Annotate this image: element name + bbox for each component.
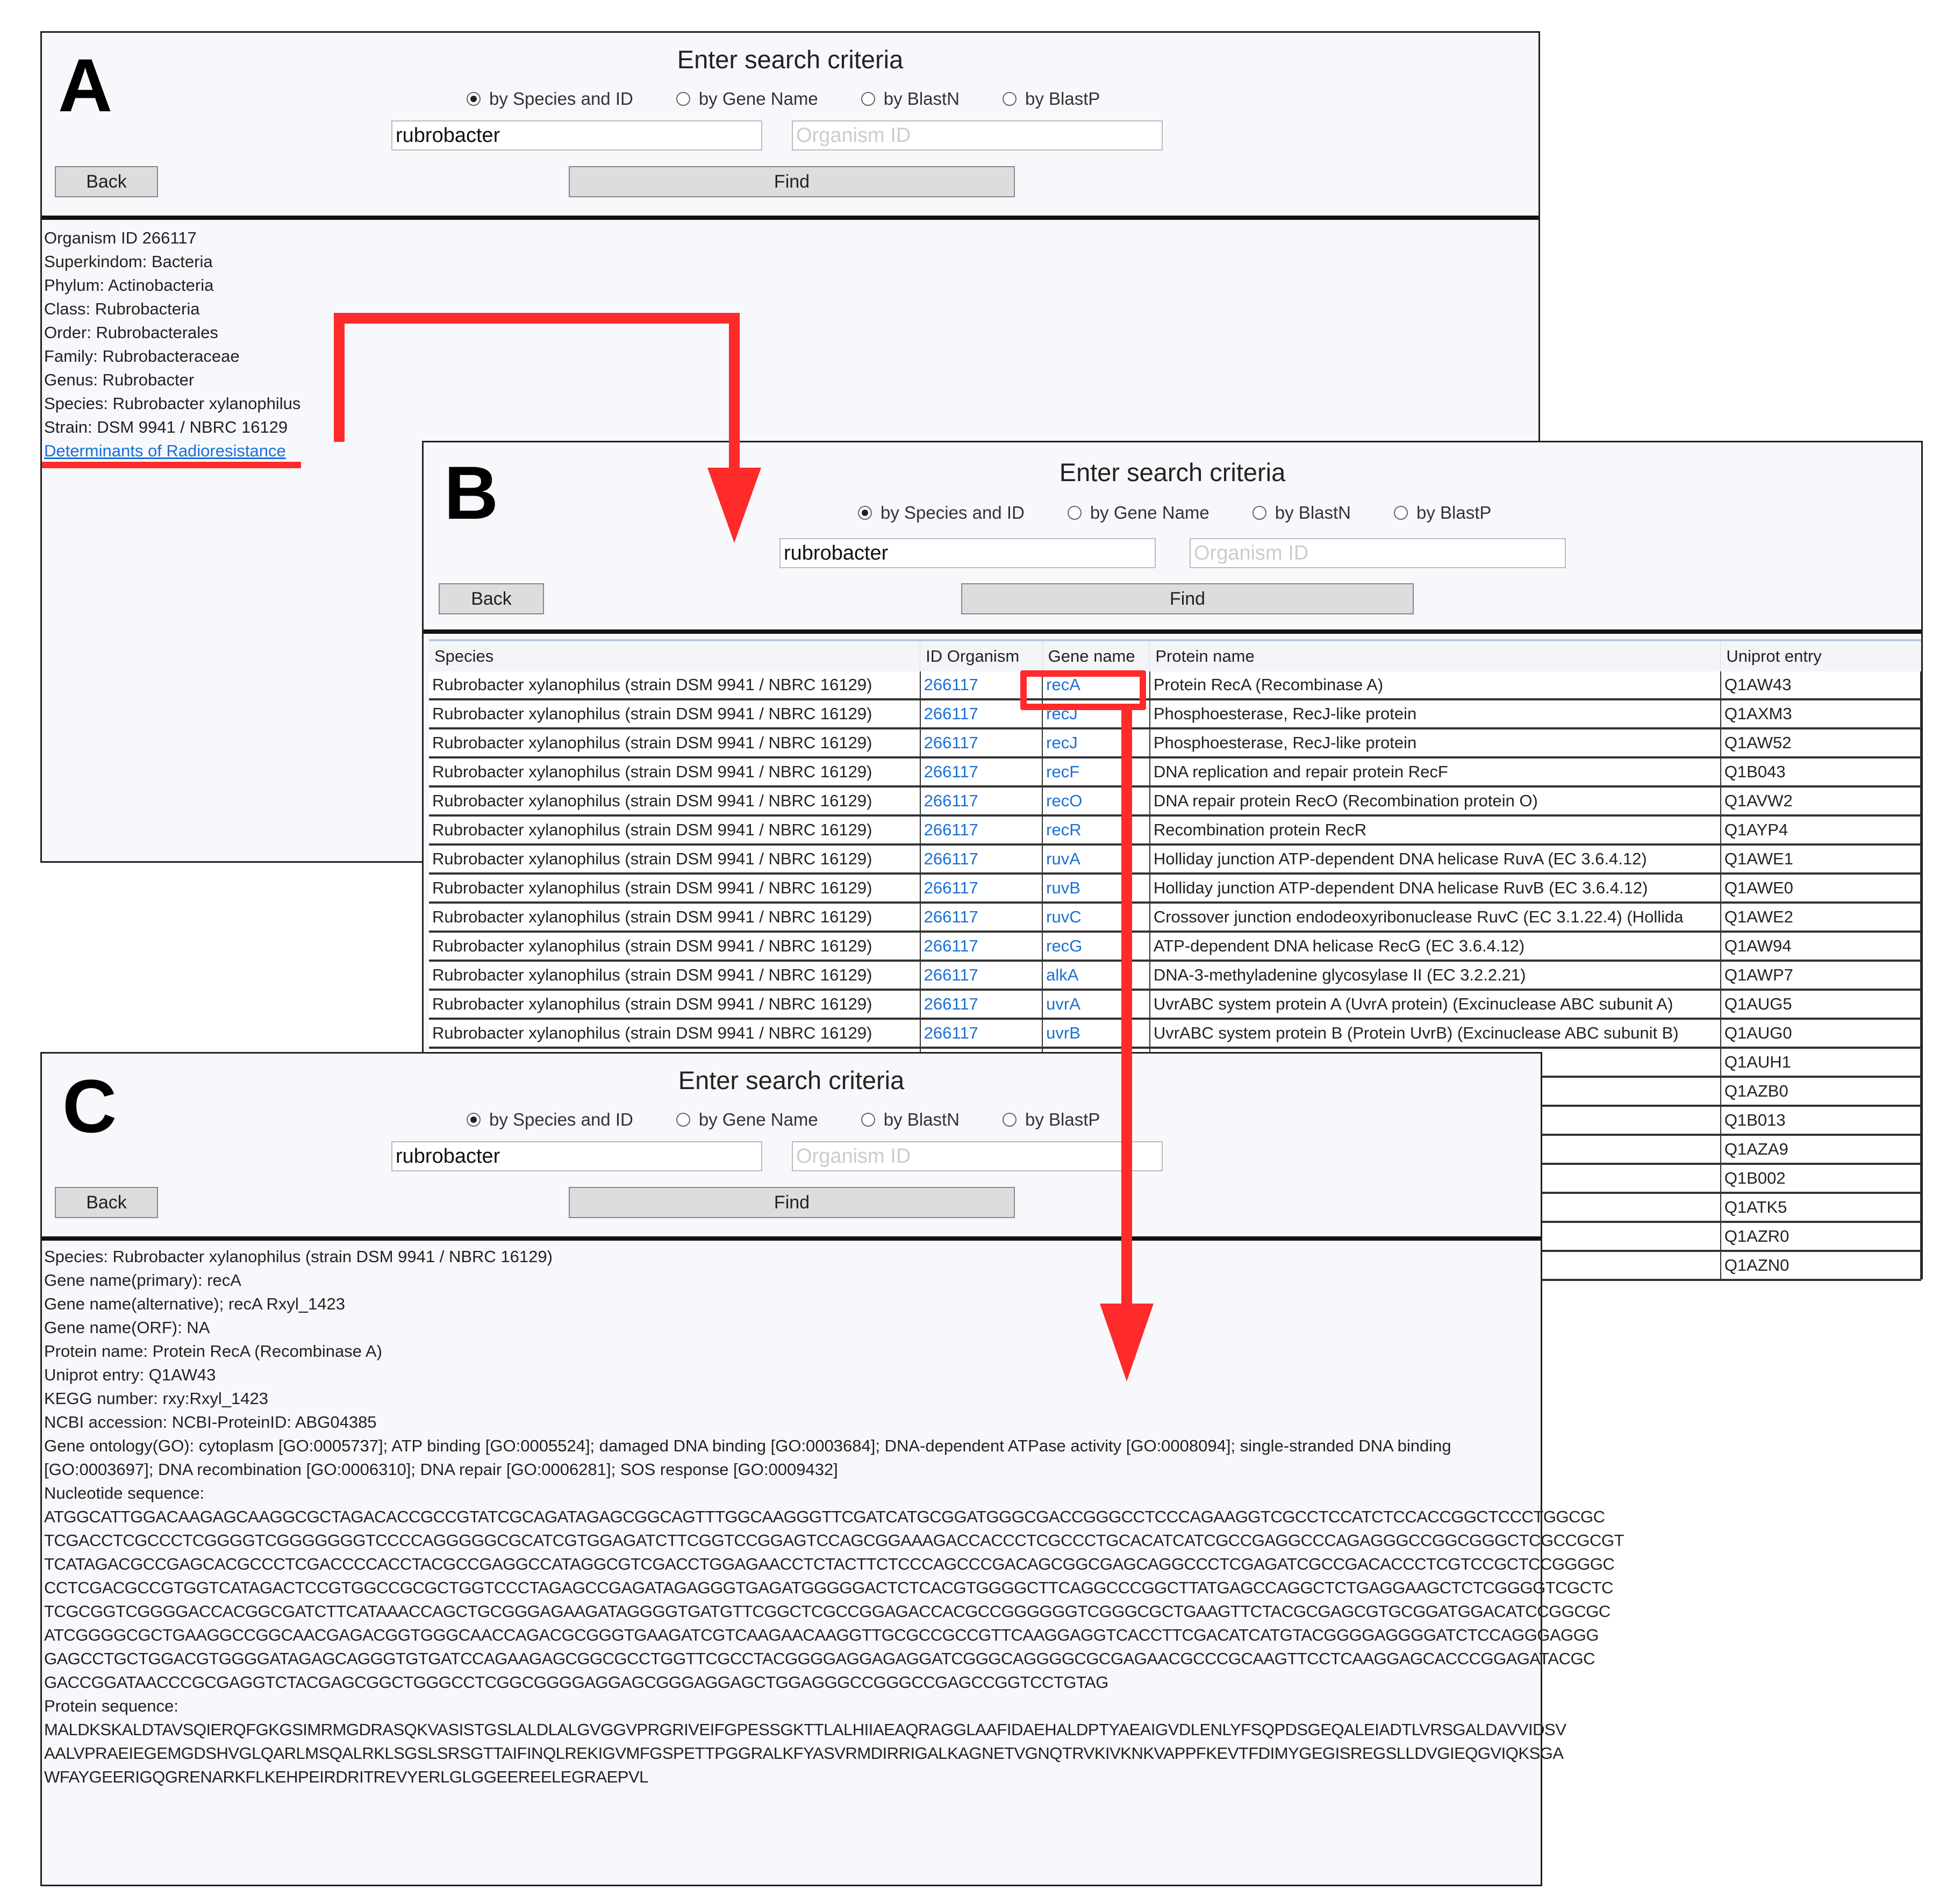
search-mode-radio-group — [467, 1110, 1100, 1130]
radio-by-gene-name[interactable]: by Gene Name — [1068, 503, 1209, 523]
id-organism-cell[interactable]: 266117 — [920, 874, 1042, 903]
species-cell: Rubrobacter xylanophilus (strain DSM 9941 / NBRC 16129) — [429, 671, 920, 699]
radio-by-species-and-id[interactable]: by Species and ID — [858, 503, 1025, 523]
species-search-input[interactable]: rubrobacter — [391, 120, 762, 151]
find-button[interactable]: Find — [569, 166, 1015, 197]
arrow-down-icon — [707, 468, 761, 543]
species-cell: Rubrobacter xylanophilus (strain DSM 9941 / NBRC 16129) — [429, 932, 920, 961]
gene-name-cell[interactable]: ruvC — [1042, 903, 1150, 932]
uniprot-entry-cell: Q1AWP7 — [1721, 961, 1921, 990]
id-organism-cell[interactable]: 266117 — [920, 728, 1042, 757]
gene-name-primary-line: Gene name(primary): recA — [44, 1271, 241, 1290]
superkingdom-line: Superkindom: Bacteria — [44, 252, 213, 271]
radioresistance-link[interactable]: Determinants of Radioresistance — [44, 441, 286, 460]
radio-selected-icon — [858, 506, 872, 520]
radio-empty-icon — [1394, 506, 1408, 520]
uniprot-entry-cell: Q1AWE2 — [1721, 903, 1921, 932]
organism-id-input[interactable]: Organism ID — [792, 120, 1163, 151]
annotation-arrow-b-to-c-vertical — [1121, 708, 1132, 1316]
search-header — [42, 1054, 1541, 1241]
nucleotide-sequence-line: GAGCCTGCTGGACGTGGGGATAGAGCAGGGTGTGATCCAGAAGAGCGGCGCCTGGTTCGCCTACGGGGAGGAGAGGATCGGGCAGGGGCGCGAGAACGCCCGCAAGTTCCTCAAGGAGCACCCGGAGATACGC — [44, 1649, 1595, 1668]
gene-name-cell[interactable]: uvrA — [1042, 990, 1150, 1019]
uniprot-entry-cell: Q1AZA9 — [1721, 1135, 1921, 1164]
panel-c-window — [40, 1052, 1624, 1886]
ncbi-accession-line: NCBI accession: NCBI-ProteinID: ABG04385 — [44, 1413, 377, 1431]
protein-sequence-line: AALVPRAEIEGEMGDSHVGLQARLMSQALRKLSGSLSRSGTTAIFINQLREKIGVMFGSPETTPGGRALKFYASVRMDIRRIGALKAGNETVGNQTRVKIVKNKVAPPFKEVTFDIMYGEGISREGSLLDVGIEQGVIQKSGA — [44, 1744, 1564, 1763]
nucleotide-sequence-line: GACCGGATAACCCGCGAGGTCTACGAGCGGCTGGGCCTCGGCGGGGAGGAGCGGGAGGAGCTGGAGGGCCGGGCCGAGCCGGTCCTGTAG — [44, 1673, 1108, 1692]
protein-sequence-label: Protein sequence: — [44, 1697, 178, 1715]
protein-name-cell: Protein RecA (Recombinase A) — [1150, 671, 1721, 699]
strain-line: Strain: DSM 9941 / NBRC 16129 — [44, 418, 288, 436]
search-title: Enter search criteria — [677, 45, 904, 74]
order-line: Order: Rubrobacterales — [44, 323, 218, 342]
column-header-uniprot-entry[interactable]: Uniprot entry — [1721, 641, 1921, 671]
id-organism-cell[interactable]: 266117 — [920, 671, 1042, 699]
species-line: Species: Rubrobacter xylanophilus — [44, 394, 301, 413]
uniprot-entry-cell: Q1AUG0 — [1721, 1019, 1921, 1048]
protein-name-cell: DNA-3-methyladenine glycosylase II (EC 3.2.2.21) — [1150, 961, 1721, 990]
species-cell: Rubrobacter xylanophilus (strain DSM 9941 / NBRC 16129) — [429, 990, 920, 1019]
protein-name-line: Protein name: Protein RecA (Recombinase A) — [44, 1342, 382, 1361]
id-organism-cell[interactable]: 266117 — [920, 990, 1042, 1019]
table-row[interactable] — [429, 932, 1921, 961]
gene-ontology-line: Gene ontology(GO): cytoplasm [GO:0005737]; ATP binding [GO:0005524]; damaged DNA binding [GO:0003684]; DNA-dependent ATPase activity [GO:0008094]; single-stranded DNA binding — [44, 1436, 1451, 1455]
gene-name-cell[interactable]: recF — [1042, 757, 1150, 786]
table-row[interactable] — [429, 786, 1921, 815]
protein-name-cell: Holliday junction ATP-dependent DNA helicase RuvA (EC 3.6.4.12) — [1150, 844, 1721, 874]
search-mode-radio-group — [467, 89, 1100, 109]
table-header-row — [429, 641, 1921, 671]
search-title: Enter search criteria — [1059, 458, 1286, 486]
id-organism-cell[interactable]: 266117 — [920, 932, 1042, 961]
id-organism-cell[interactable]: 266117 — [920, 844, 1042, 874]
back-button[interactable]: Back — [55, 1187, 158, 1218]
search-title: Enter search criteria — [678, 1066, 905, 1094]
gene-details — [44, 1245, 1624, 1789]
uniprot-entry-cell: Q1B013 — [1721, 1106, 1921, 1135]
gene-name-cell[interactable]: recA — [1042, 671, 1150, 699]
gene-name-cell[interactable]: recJ — [1042, 699, 1150, 728]
radio-empty-icon — [1068, 506, 1082, 520]
column-header-gene-name[interactable]: Gene name — [1042, 641, 1150, 671]
phylum-line: Phylum: Actinobacteria — [44, 276, 214, 295]
species-cell: Rubrobacter xylanophilus (strain DSM 9941 / NBRC 16129) — [429, 903, 920, 932]
nucleotide-sequence-label: Nucleotide sequence: — [44, 1484, 205, 1502]
radio-empty-icon — [676, 92, 690, 106]
organism-id-input[interactable]: Organism ID — [1190, 538, 1566, 568]
class-line: Class: Rubrobacteria — [44, 299, 200, 318]
protein-sequence-line: WFAYGEERIGQGRENARKFLKEHPEIRDRITREVYERLGLGGEEREELEGRAEPVL — [44, 1767, 648, 1786]
id-organism-cell[interactable]: 266117 — [920, 961, 1042, 990]
table-row[interactable] — [429, 757, 1921, 786]
organism-id-line: Organism ID 266117 — [44, 228, 197, 247]
protein-name-cell: Holliday junction ATP-dependent DNA helicase RuvB (EC 3.6.4.12) — [1150, 874, 1721, 903]
radio-by-blastn[interactable]: by BlastN — [861, 1110, 960, 1130]
species-cell: Rubrobacter xylanophilus (strain DSM 9941 / NBRC 16129) — [429, 757, 920, 786]
id-organism-cell[interactable]: 266117 — [920, 786, 1042, 815]
column-header-species[interactable]: Species — [429, 641, 920, 671]
table-row[interactable] — [429, 874, 1921, 903]
radio-selected-icon — [467, 1113, 481, 1127]
id-organism-cell[interactable]: 266117 — [920, 699, 1042, 728]
uniprot-entry-cell: Q1B002 — [1721, 1164, 1921, 1193]
uniprot-entry-cell: Q1AXM3 — [1721, 699, 1921, 728]
arrow-down-icon — [1100, 1304, 1154, 1382]
id-organism-cell[interactable]: 266117 — [920, 815, 1042, 844]
uniprot-entry-cell: Q1AW94 — [1721, 932, 1921, 961]
species-cell: Rubrobacter xylanophilus (strain DSM 9941 / NBRC 16129) — [429, 961, 920, 990]
table-row[interactable] — [429, 671, 1921, 699]
search-header — [424, 442, 1921, 634]
radio-empty-icon — [861, 1113, 875, 1127]
radio-empty-icon — [861, 92, 875, 106]
protein-name-cell: DNA replication and repair protein RecF — [1150, 757, 1721, 786]
back-button[interactable]: Back — [439, 583, 544, 614]
radio-empty-icon — [1252, 506, 1266, 520]
species-line: Species: Rubrobacter xylanophilus (strain DSM 9941 / NBRC 16129) — [44, 1247, 553, 1266]
organism-id-input[interactable]: Organism ID — [792, 1141, 1163, 1171]
nucleotide-sequence-line: ATGGCATTGGACAAGAGCAAGGCGCTAGACACCGCCGTATCGCAGATAGAGCGGCAGTTTGGCAAGGGTTCGATCATGCGGATGGGCGACCGGGCCTCCCAGAAGGTCGCCTCCATCTCCACCGGCTCCCTGGCGC — [44, 1507, 1605, 1526]
gene-name-cell[interactable]: ruvB — [1042, 874, 1150, 903]
panel-label: C — [62, 1064, 117, 1148]
column-header-protein-name[interactable]: Protein name — [1150, 641, 1721, 671]
kegg-number-line: KEGG number: rxy:Rxyl_1423 — [44, 1389, 268, 1408]
annotation-arrow-a-to-b-vertical-right — [729, 313, 740, 474]
table-row[interactable] — [429, 990, 1921, 1019]
radio-by-species-and-id[interactable]: by Species and ID — [467, 89, 633, 109]
species-search-input[interactable]: rubrobacter — [391, 1141, 762, 1171]
organism-details — [44, 226, 300, 463]
annotation-arrow-a-to-b-horizontal — [334, 313, 740, 324]
table-row[interactable] — [429, 1019, 1921, 1048]
protein-name-cell: ATP-dependent DNA helicase RecG (EC 3.6.4.12) — [1150, 932, 1721, 961]
protein-name-cell: Phosphoesterase, RecJ-like protein — [1150, 699, 1721, 728]
species-cell: Rubrobacter xylanophilus (strain DSM 9941 / NBRC 16129) — [429, 844, 920, 874]
gene-name-orf-line: Gene name(ORF): NA — [44, 1318, 210, 1337]
table-row[interactable] — [429, 728, 1921, 757]
table-row[interactable] — [429, 815, 1921, 844]
gene-name-cell[interactable]: uvrB — [1042, 1019, 1150, 1048]
nucleotide-sequence-line: TCGCGGTCGGGGACCACGGCGATCTTCATAAACCAGCTGCGGGAGAAGATAGGGGTGATGTTCGGCTCGCCGGAGACCACGCCGGGGGGTCGGGCGCTGAAGTTCTACGCGAGCGTGCGGATGGACATCCGGCGC — [44, 1602, 1611, 1621]
uniprot-entry-cell: Q1B043 — [1721, 757, 1921, 786]
radio-by-blastn[interactable]: by BlastN — [861, 89, 960, 109]
gene-ontology-line-continued: [GO:0003697]; DNA recombination [GO:0006310]; DNA repair [GO:0006281]; SOS response [GO:0009432] — [44, 1460, 838, 1479]
uniprot-entry-cell: Q1AZN0 — [1721, 1251, 1921, 1280]
species-cell: Rubrobacter xylanophilus (strain DSM 9941 / NBRC 16129) — [429, 786, 920, 815]
nucleotide-sequence-line: ATCGGGGCGCTGAAGGCCGGCAACGAGACGGTGGGCAACCAGACGCGGGTGAAGATCGTCAAGAACAAGGTTGCGCCGCCGTTCAAGGAGGTCACCTTCGACATCATGTACGGGGAGGGGATCTCCAGGGAGGG — [44, 1626, 1599, 1644]
radio-by-gene-name[interactable]: by Gene Name — [676, 1110, 818, 1130]
uniprot-entry-cell: Q1AZR0 — [1721, 1222, 1921, 1251]
radio-selected-icon — [467, 92, 481, 106]
search-mode-radio-group — [858, 503, 1491, 523]
species-cell: Rubrobacter xylanophilus (strain DSM 9941 / NBRC 16129) — [429, 1019, 920, 1048]
genus-line: Genus: Rubrobacter — [44, 370, 195, 389]
uniprot-entry-cell: Q1AW52 — [1721, 728, 1921, 757]
gene-name-alternative-line: Gene name(alternative); recA Rxyl_1423 — [44, 1294, 346, 1313]
gene-name-cell[interactable]: ruvA — [1042, 844, 1150, 874]
species-cell: Rubrobacter xylanophilus (strain DSM 9941 / NBRC 16129) — [429, 699, 920, 728]
uniprot-entry-cell: Q1AUG5 — [1721, 990, 1921, 1019]
gene-name-cell[interactable]: alkA — [1042, 961, 1150, 990]
column-header-id-organism[interactable]: ID Organism — [920, 641, 1042, 671]
nucleotide-sequence-line: TCATAGACGCCGAGCACGCCCTCGACCCCACCTACGCCGAGGCCATAGGCGTCGACCTGGAGAACCTCTACTTCTCCCAGCCCGACAGCGGCGAGCAGGCCCTCGAGATCGCCGACACCCTCGTCCGCTCCGGGGC — [44, 1555, 1615, 1573]
find-button[interactable]: Find — [961, 583, 1414, 614]
radio-by-blastp[interactable]: by BlastP — [1003, 89, 1100, 109]
gene-name-cell[interactable]: recJ — [1042, 728, 1150, 757]
uniprot-entry-cell: Q1AW43 — [1721, 671, 1921, 699]
radio-by-blastp[interactable]: by BlastP — [1003, 1110, 1100, 1130]
species-cell: Rubrobacter xylanophilus (strain DSM 9941 / NBRC 16129) — [429, 728, 920, 757]
radio-by-gene-name[interactable]: by Gene Name — [676, 89, 818, 109]
uniprot-entry-cell: Q1AWE0 — [1721, 874, 1921, 903]
protein-name-cell: Phosphoesterase, RecJ-like protein — [1150, 728, 1721, 757]
table-row[interactable] — [429, 961, 1921, 990]
find-button[interactable]: Find — [569, 1187, 1015, 1218]
protein-name-cell: UvrABC system protein A (UvrA protein) (Excinuclease ABC subunit A) — [1150, 990, 1721, 1019]
protein-name-cell: Recombination protein RecR — [1150, 815, 1721, 844]
table-row[interactable] — [429, 844, 1921, 874]
protein-name-cell: Crossover junction endodeoxyribonuclease RuvC (EC 3.1.22.4) (Hollida — [1150, 903, 1721, 932]
gene-name-cell[interactable]: recR — [1042, 815, 1150, 844]
gene-name-cell[interactable]: recG — [1042, 932, 1150, 961]
species-search-input[interactable]: rubrobacter — [779, 538, 1156, 568]
radio-by-blastp[interactable]: by BlastP — [1394, 503, 1491, 523]
uniprot-entry-cell: Q1AYP4 — [1721, 815, 1921, 844]
table-row[interactable] — [429, 903, 1921, 932]
uniprot-entry-cell: Q1AZB0 — [1721, 1077, 1921, 1106]
id-organism-cell[interactable]: 266117 — [920, 903, 1042, 932]
protein-name-cell: DNA repair protein RecO (Recombination protein O) — [1150, 786, 1721, 815]
protein-name-cell: UvrABC system protein B (Protein UvrB) (Excinuclease ABC subunit B) — [1150, 1019, 1721, 1048]
annotation-underline — [42, 462, 301, 468]
uniprot-entry-cell: Q1AWE1 — [1721, 844, 1921, 874]
id-organism-cell[interactable]: 266117 — [920, 1019, 1042, 1048]
search-header — [42, 33, 1538, 220]
radio-empty-icon — [1003, 1113, 1017, 1127]
uniprot-entry-line: Uniprot entry: Q1AW43 — [44, 1365, 216, 1384]
radio-by-species-and-id[interactable]: by Species and ID — [467, 1110, 633, 1130]
back-button[interactable]: Back — [55, 166, 158, 197]
nucleotide-sequence-line: CCTCGACGCCGTGGTCATAGACTCCGTGGCCGCGCTGGTCCCTAGAGCCGAGATAGAGGGTGAGATGGGGGACTCTCACGTGGGGCTTCAGGCCCGGCTTATGAGCCAGGCTCTGAGGAAGCTCTCGGGGTCGCTC — [44, 1578, 1613, 1597]
id-organism-cell[interactable]: 266117 — [920, 757, 1042, 786]
uniprot-entry-cell: Q1AVW2 — [1721, 786, 1921, 815]
uniprot-entry-cell: Q1AUH1 — [1721, 1048, 1921, 1077]
species-cell: Rubrobacter xylanophilus (strain DSM 9941 / NBRC 16129) — [429, 815, 920, 844]
panel-label: B — [444, 450, 499, 535]
nucleotide-sequence-line: TCGACCTCGCCCTCGGGGTCGGGGGGGTCCCCAGGGGGCGCATCGTGGAGATCTTCGGTCCGGAGTCCAGCGGAAAGACCACCCTCGCCCTGCACATCATCGCCGAGGCCCAGAGGGCCGGCGGGCTCGCCGCGT — [44, 1531, 1624, 1550]
protein-sequence-line: MALDKSKALDTAVSQIERQFGKGSIMRMGDRASQKVASISTGSLALDLALGVGGVPRGRIVEIFGPESSGKTTLALHIIAEAQRAGGLAAFIDAEHALDPTYAEAIGVDLENLYFSQPDSGEQALEIADTLVRSGALDAVVIDSV — [44, 1720, 1566, 1739]
annotation-highlight-box — [1020, 670, 1146, 710]
table-row[interactable] — [429, 699, 1921, 728]
radio-by-blastn[interactable]: by BlastN — [1252, 503, 1351, 523]
family-line: Family: Rubrobacteraceae — [44, 347, 240, 366]
species-cell: Rubrobacter xylanophilus (strain DSM 9941 / NBRC 16129) — [429, 874, 920, 903]
radio-empty-icon — [676, 1113, 690, 1127]
gene-name-cell[interactable]: recO — [1042, 786, 1150, 815]
annotation-arrow-a-to-b-vertical-left — [334, 313, 345, 442]
uniprot-entry-cell: Q1ATK5 — [1721, 1193, 1921, 1222]
radio-empty-icon — [1003, 92, 1017, 106]
panel-label: A — [58, 43, 113, 127]
